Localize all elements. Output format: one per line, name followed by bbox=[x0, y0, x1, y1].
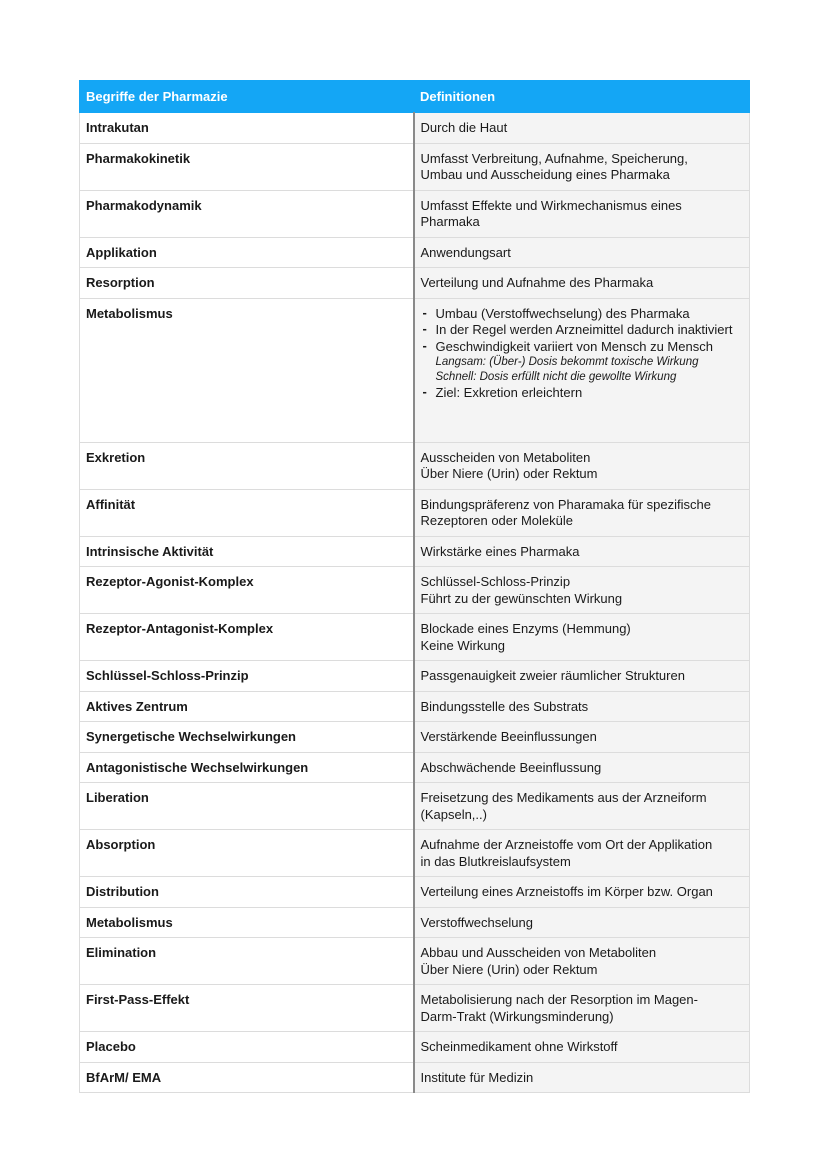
definition-cell bbox=[414, 722, 750, 753]
definition-line: Bindungspräferenz von Pharamaka für spezifische bbox=[420, 496, 711, 512]
term-cell: Metabolismus bbox=[80, 298, 414, 442]
definition-cell bbox=[414, 938, 750, 985]
term-cell: Distribution bbox=[80, 877, 414, 908]
term-cell: Rezeptor-Agonist-Komplex bbox=[80, 567, 414, 614]
definition-line: Institute für Medizin bbox=[420, 1069, 534, 1085]
definition-line: Ausscheiden von Metaboliten bbox=[420, 449, 591, 465]
definition-cell bbox=[414, 489, 750, 536]
definition-line: Verstoffwechselung bbox=[420, 914, 533, 930]
definition-line: Passgenauigkeit zweier räumlicher Strukturen bbox=[420, 668, 685, 683]
pharmacy-terms-table bbox=[79, 80, 750, 1093]
definition-cell bbox=[414, 1062, 750, 1093]
definition-cell bbox=[414, 907, 750, 938]
definition-line: Umfasst Effekte und Wirkmechanismus eines bbox=[420, 197, 682, 213]
table-row bbox=[80, 830, 750, 877]
table-row bbox=[80, 268, 750, 299]
definition-cell bbox=[414, 237, 750, 268]
table-row bbox=[80, 691, 750, 722]
definition-cell bbox=[414, 691, 750, 722]
definition-cell bbox=[414, 113, 750, 144]
table-row bbox=[80, 536, 750, 567]
term-cell: Antagonistische Wechselwirkungen bbox=[80, 752, 414, 783]
definition-bullet bbox=[421, 385, 744, 402]
definition-line: in das Blutkreislaufsystem bbox=[420, 853, 571, 869]
definition-cell bbox=[414, 298, 750, 442]
definition-line: Darm-Trakt (Wirkungsminderung) bbox=[420, 1008, 614, 1024]
definition-cell bbox=[414, 661, 750, 692]
term-cell: Pharmakodynamik bbox=[80, 190, 414, 237]
definition-cell bbox=[414, 877, 750, 908]
term-cell: Aktives Zentrum bbox=[80, 691, 414, 722]
definition-line: Schlüssel-Schloss-Prinzip bbox=[420, 574, 571, 589]
table-row bbox=[80, 237, 750, 268]
definition-line: Wirkstärke eines Pharmaka bbox=[420, 543, 580, 559]
table-row bbox=[80, 722, 750, 753]
definition-cell bbox=[414, 536, 750, 567]
table-row bbox=[80, 1062, 750, 1093]
term-cell: Liberation bbox=[80, 783, 414, 830]
definition-cell bbox=[414, 268, 750, 299]
definition-line: Abbau und Ausscheiden von Metaboliten bbox=[420, 945, 657, 960]
definition-line: Verteilung eines Arzneistoffs im Körper bzw. Organ bbox=[420, 884, 713, 899]
bullet-text: Umbau (Verstoffwechselung) des Pharmaka bbox=[435, 305, 690, 321]
table-row bbox=[80, 752, 750, 783]
definition-line: Verteilung und Aufnahme des Pharmaka bbox=[420, 275, 654, 290]
bullet-text: Geschwindigkeit variiert von Mensch zu Mensch bbox=[435, 338, 713, 354]
term-cell: Resorption bbox=[80, 268, 414, 299]
definition-list bbox=[421, 306, 744, 402]
table-row bbox=[80, 783, 750, 830]
table-row bbox=[80, 907, 750, 938]
table-row bbox=[80, 298, 750, 442]
table-row bbox=[80, 143, 750, 190]
term-cell: Synergetische Wechselwirkungen bbox=[80, 722, 414, 753]
table-row bbox=[80, 1032, 750, 1063]
definition-cell bbox=[414, 752, 750, 783]
bullet-note: Schnell: Dosis erfüllt nicht die gewollte Wirkung bbox=[435, 371, 677, 383]
definition-line: Aufnahme der Arzneistoffe vom Ort der Applikation bbox=[420, 837, 713, 852]
definition-line: Anwendungsart bbox=[420, 244, 511, 260]
definition-line: Keine Wirkung bbox=[420, 637, 506, 653]
table-row bbox=[80, 567, 750, 614]
table-row bbox=[80, 190, 750, 237]
definition-cell bbox=[414, 830, 750, 877]
header-definition: Definitionen bbox=[414, 81, 750, 113]
table-row bbox=[80, 985, 750, 1032]
definition-line: Verstärkende Beeinflussungen bbox=[420, 729, 597, 744]
table-body bbox=[80, 113, 750, 1093]
definition-line: Durch die Haut bbox=[420, 120, 508, 135]
table-row bbox=[80, 442, 750, 489]
bullet-text: Ziel: Exkretion erleichtern bbox=[435, 385, 583, 400]
term-cell: Metabolismus bbox=[80, 907, 414, 938]
term-cell: Rezeptor-Antagonist-Komplex bbox=[80, 614, 414, 661]
term-cell: Placebo bbox=[80, 1032, 414, 1063]
term-cell: First-Pass-Effekt bbox=[80, 985, 414, 1032]
definition-line: Umbau und Ausscheidung eines Pharmaka bbox=[420, 167, 670, 182]
term-cell: Exkretion bbox=[80, 442, 414, 489]
table-header-row bbox=[80, 81, 750, 113]
table-row bbox=[80, 877, 750, 908]
definition-line: Freisetzung des Medikaments aus der Arzneiform bbox=[420, 790, 707, 805]
definition-cell bbox=[414, 1032, 750, 1063]
table-row bbox=[80, 489, 750, 536]
definition-line: Über Niere (Urin) oder Rektum bbox=[420, 961, 598, 977]
bullet-text: In der Regel werden Arzneimittel dadurch inaktiviert bbox=[435, 322, 733, 337]
table-row bbox=[80, 661, 750, 692]
definition-line: Scheinmedikament ohne Wirkstoff bbox=[420, 1039, 618, 1054]
definition-cell bbox=[414, 614, 750, 661]
definition-cell bbox=[414, 985, 750, 1032]
definition-line: Führt zu der gewünschten Wirkung bbox=[420, 590, 623, 606]
definition-line: Pharmaka bbox=[420, 214, 480, 229]
term-cell: BfArM/ EMA bbox=[80, 1062, 414, 1093]
table-row bbox=[80, 938, 750, 985]
term-cell: Absorption bbox=[80, 830, 414, 877]
term-cell: Schlüssel-Schloss-Prinzip bbox=[80, 661, 414, 692]
definition-line: Abschwächende Beeinflussung bbox=[420, 759, 602, 775]
definition-cell bbox=[414, 783, 750, 830]
term-cell: Intrakutan bbox=[80, 113, 414, 144]
bullet-note: Langsam: (Über-) Dosis bekommt toxische Wirkung bbox=[435, 356, 699, 368]
definition-line: Über Niere (Urin) oder Rektum bbox=[420, 466, 598, 481]
definition-bullet bbox=[421, 306, 744, 323]
term-cell: Affinität bbox=[80, 489, 414, 536]
definition-cell bbox=[414, 143, 750, 190]
definition-line: Metabolisierung nach der Resorption im Magen- bbox=[420, 992, 698, 1007]
definition-line: Rezeptoren oder Moleküle bbox=[420, 513, 573, 528]
table-row bbox=[80, 113, 750, 144]
term-cell: Applikation bbox=[80, 237, 414, 268]
definition-line: Umfasst Verbreitung, Aufnahme, Speicherung, bbox=[420, 150, 688, 166]
definition-bullet bbox=[421, 322, 744, 339]
definition-cell bbox=[414, 190, 750, 237]
term-cell: Intrinsische Aktivität bbox=[80, 536, 414, 567]
definition-cell bbox=[414, 567, 750, 614]
table-row bbox=[80, 614, 750, 661]
header-term: Begriffe der Pharmazie bbox=[80, 81, 414, 113]
definition-line: Blockade eines Enzyms (Hemmung) bbox=[420, 621, 631, 636]
definition-line: (Kapseln,..) bbox=[420, 806, 487, 822]
definition-bullet bbox=[421, 339, 744, 386]
definition-cell bbox=[414, 442, 750, 489]
term-cell: Elimination bbox=[80, 938, 414, 985]
definition-line: Bindungsstelle des Substrats bbox=[420, 698, 589, 714]
term-cell: Pharmakokinetik bbox=[80, 143, 414, 190]
